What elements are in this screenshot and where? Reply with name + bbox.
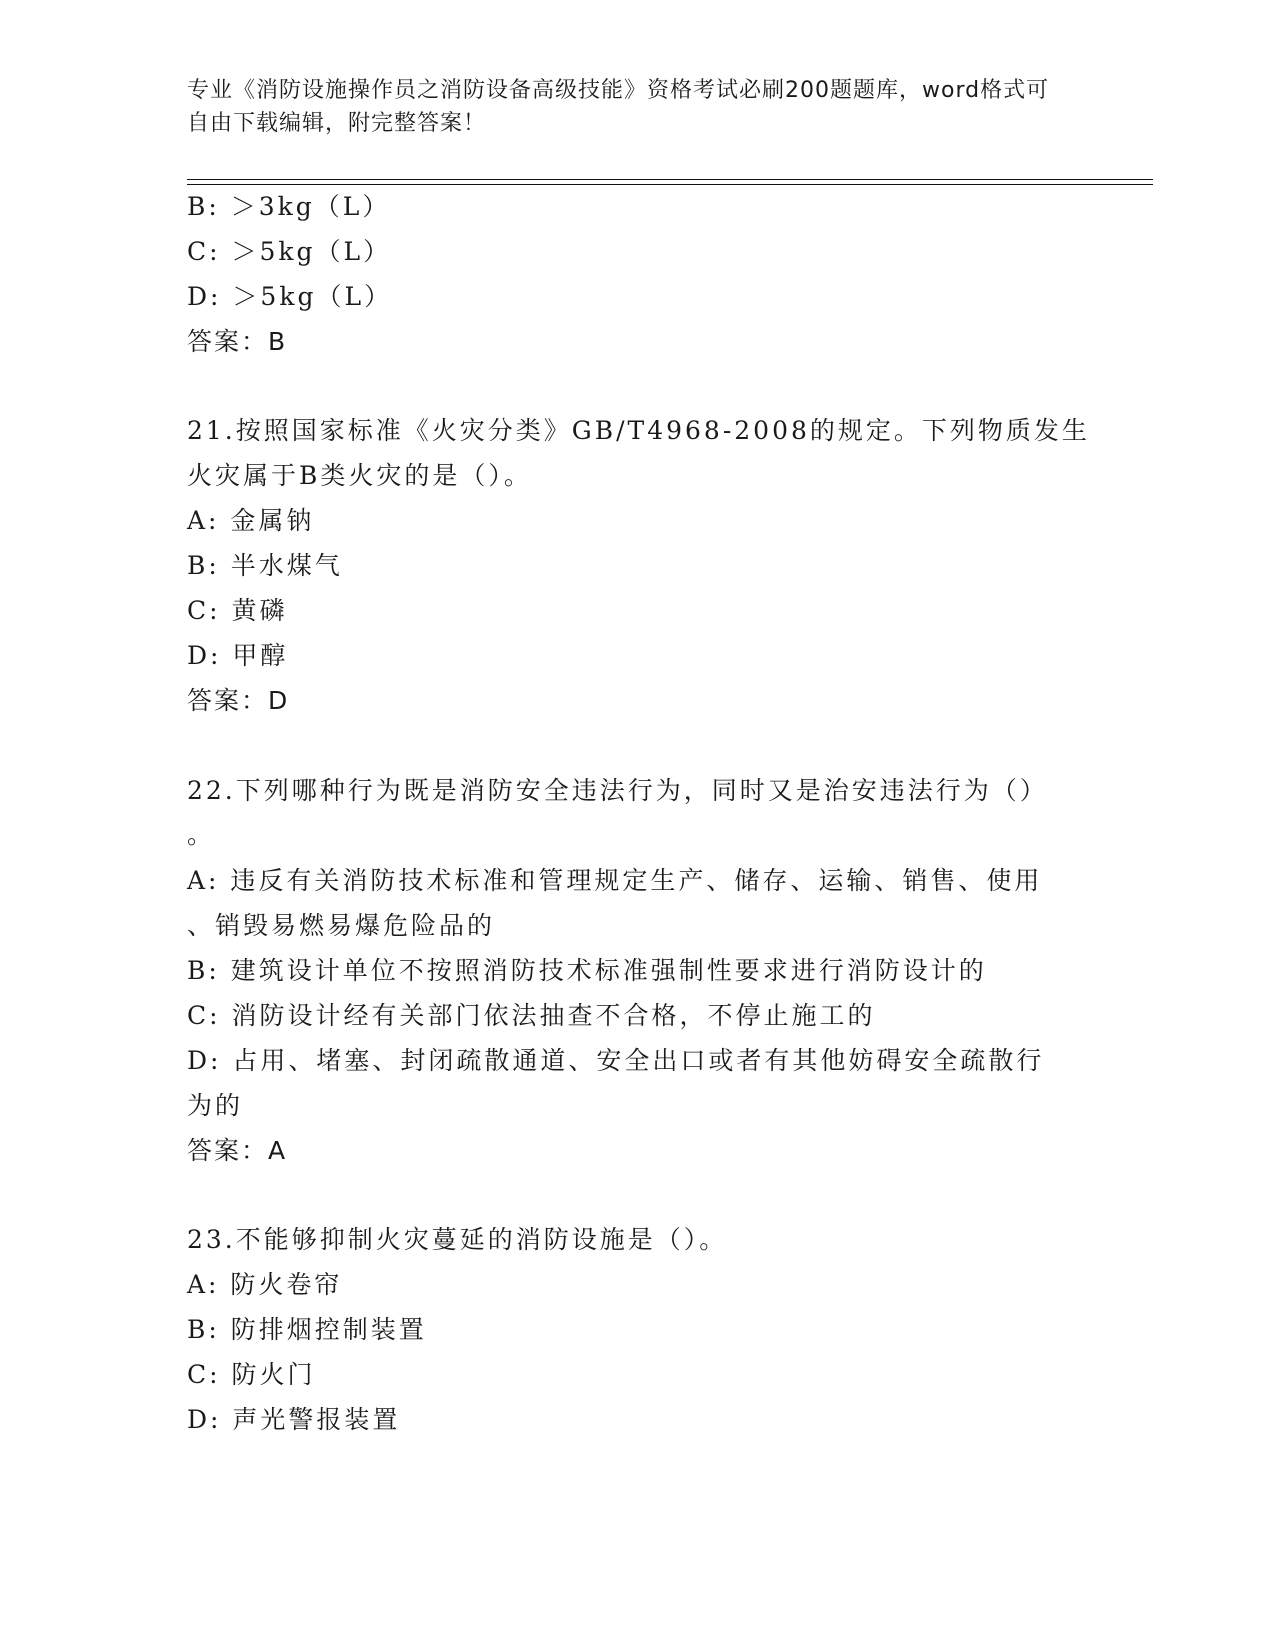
- question-22-option-a-cont: 、销毁易燃易爆危险品的: [187, 911, 496, 940]
- question-21-option-b: B: 半水煤气: [187, 551, 343, 580]
- question-21-option-a: A: 金属钠: [187, 506, 315, 535]
- question-22-stem-line-1: 22.下列哪种行为既是消防安全违法行为，同时又是治安违法行为（）: [187, 776, 1048, 805]
- header-divider-top: [187, 179, 1153, 180]
- question-22-option-d: D: 占用、堵塞、封闭疏散通道、安全出口或者有其他妨碍安全疏散行: [187, 1046, 1045, 1075]
- document-header: 专业《消防设施操作员之消防设备高级技能》资格考试必刷200题题库，word格式可自由下载编辑，附完整答案！: [187, 78, 1050, 136]
- question-21-option-d: D: 甲醇: [187, 641, 289, 670]
- question-23-stem: 23.不能够抑制火灾蔓延的消防设施是（）。: [187, 1225, 728, 1254]
- option-c: C: ＞5kg（L）: [187, 237, 392, 266]
- question-22-option-a: A: 违反有关消防技术标准和管理规定生产、储存、运输、销售、使用: [187, 866, 1043, 895]
- question-23-option-a: A: 防火卷帘: [187, 1270, 343, 1299]
- question-21-stem-line-1: 21.按照国家标准《火灾分类》GB/T4968-2008的规定。下列物质发生: [187, 416, 1090, 445]
- question-22-answer: 答案：A: [187, 1136, 288, 1165]
- question-21-option-c: C: 黄磷: [187, 596, 288, 625]
- question-22-stem-line-2: 。: [187, 820, 216, 849]
- header-divider-bottom: [187, 184, 1153, 185]
- question-22-option-b: B: 建筑设计单位不按照消防技术标准强制性要求进行消防设计的: [187, 956, 987, 985]
- question-21-stem-line-2: 火灾属于B类火灾的是（）。: [187, 461, 532, 490]
- question-23-option-c: C: 防火门: [187, 1360, 316, 1389]
- question-22-option-c: C: 消防设计经有关部门依法抽查不合格，不停止施工的: [187, 1001, 876, 1030]
- answer-line: 答案：B: [187, 327, 288, 356]
- option-d: D: ＞5kg（L）: [187, 282, 393, 311]
- question-23-option-d: D: 声光警报装置: [187, 1405, 401, 1434]
- question-21-answer: 答案：D: [187, 686, 290, 715]
- option-b: B: ＞3kg（L）: [187, 192, 391, 221]
- question-23-option-b: B: 防排烟控制装置: [187, 1315, 427, 1344]
- question-22-option-d-cont: 为的: [187, 1091, 244, 1120]
